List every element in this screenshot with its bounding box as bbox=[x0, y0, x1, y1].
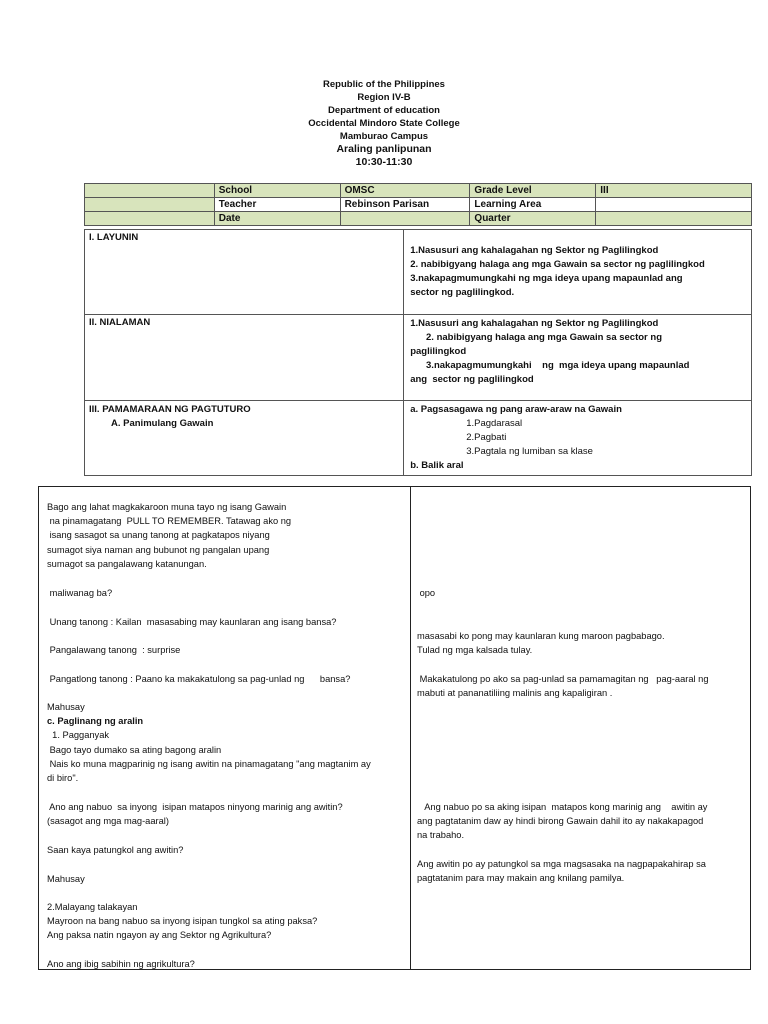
section-heading: c. Paglinang ng aralin bbox=[47, 716, 144, 726]
teacher-line: Nais ko muna magparinig ng isang awitin na pinamagatang "ang magtanim ay bbox=[47, 759, 371, 769]
quarter-value bbox=[596, 212, 752, 226]
list-item: 2. nabibigyang halaga ang mga Gawain sa sector ng paglilingkod bbox=[410, 259, 705, 270]
list-item: 1.Nasusuri ang kahalagahan ng Sektor ng Paglilingkod bbox=[410, 245, 659, 256]
list-item: ang sector ng paglilingkod bbox=[410, 374, 534, 385]
teacher-line: 2.Malayang talakayan bbox=[47, 902, 138, 912]
grade-level-value: III bbox=[596, 184, 752, 198]
teacher-line: Saan kaya patungkol ang awitin? bbox=[47, 845, 184, 855]
student-line: ang pagtatanim daw ay hindi birong Gawain dahil ito ay nakakapagod bbox=[417, 816, 704, 826]
learning-area-label: Learning Area bbox=[470, 198, 596, 212]
teacher-line: Mahusay bbox=[47, 702, 85, 712]
teacher-line: isang sasagot sa unang tanong at pagkatapos niyang bbox=[47, 530, 270, 540]
list-item: sector ng paglilingkod. bbox=[410, 287, 515, 298]
header-region: Region IV-B bbox=[357, 92, 411, 103]
list-item: 3.Pagtala ng lumiban sa klase bbox=[466, 446, 593, 457]
student-line: Ang nabuo po sa aking isipan matapos kong marinig ang awitin ay bbox=[417, 802, 708, 812]
column-divider bbox=[410, 487, 411, 969]
list-item: 3.nakapagmumungkahi ng mga ideya upang mapaunlad bbox=[410, 360, 690, 371]
layunin-content bbox=[404, 230, 752, 315]
list-item: 1.Pagdarasal bbox=[466, 418, 523, 429]
teacher-line: Pangalawang tanong : surprise bbox=[47, 645, 181, 655]
document-header bbox=[0, 78, 768, 169]
date-value bbox=[340, 212, 470, 226]
grade-level-label: Grade Level bbox=[470, 184, 596, 198]
teacher-line: sumagot siya naman ang bubunot ng pangalan upang bbox=[47, 545, 270, 555]
list-item: 1.Nasusuri ang kahalagahan ng Sektor ng Paglilingkod bbox=[410, 318, 659, 329]
teacher-line: 1. Pagganyak bbox=[47, 730, 110, 740]
info-table bbox=[84, 183, 752, 226]
teacher-line: Bago tayo dumako sa ating bagong aralin bbox=[47, 745, 222, 755]
school-value: OMSC bbox=[340, 184, 470, 198]
table-row bbox=[85, 198, 752, 212]
teacher-line: Unang tanong : Kailan masasabing may kaunlaran ang isang bansa? bbox=[47, 617, 337, 627]
teacher-line: Ano ang nabuo sa inyong isipan matapos ninyong marinig ang awitin? bbox=[47, 802, 343, 812]
teacher-line: sumagot sa pangalawang katanungan. bbox=[47, 559, 207, 569]
table-row bbox=[85, 401, 752, 476]
header-campus: Mamburao Campus bbox=[339, 131, 429, 142]
dialogue-box bbox=[38, 486, 751, 970]
pamamaraan-content bbox=[404, 401, 752, 476]
quarter-label: Quarter bbox=[470, 212, 596, 226]
teacher-value: Rebinson Parisan bbox=[340, 198, 470, 212]
teacher-line: na pinamagatang PULL TO REMEMBER. Tatawag ako ng bbox=[47, 516, 292, 526]
pamamaraan-title: III. PAMAMARAAN NG PAGTUTURO bbox=[89, 404, 251, 415]
header-subject: Araling panlipunan bbox=[336, 143, 432, 155]
table-row bbox=[85, 230, 752, 315]
list-item: 2. nabibigyang halaga ang mga Gawain sa sector ng bbox=[410, 332, 663, 343]
teacher-line: Pangatlong tanong : Paano ka makakatulong sa pag-unlad ng bansa? bbox=[47, 674, 351, 684]
student-line: Ang awitin po ay patungkol sa mga magsasaka na nagpapakahirap sa bbox=[417, 859, 706, 869]
learning-area-value bbox=[596, 198, 752, 212]
teacher-line: maliwanag ba? bbox=[47, 588, 113, 598]
header-college: Occidental Mindoro State College bbox=[308, 118, 460, 129]
nilalaman-content bbox=[404, 315, 752, 401]
student-line: Makakatulong po ako sa pag-unlad sa pamamagitan ng pag-aaral ng bbox=[417, 674, 709, 684]
student-line: mabuti at pananatiliing malinis ang kapaligiran . bbox=[417, 688, 613, 698]
header-department: Department of education bbox=[328, 105, 440, 116]
teacher-line: Bago ang lahat magkakaroon muna tayo ng isang Gawain bbox=[47, 502, 287, 512]
teacher-line: Ang paksa natin ngayon ay ang Sektor ng Agrikultura? bbox=[47, 930, 272, 940]
teacher-line: Mayroon na bang nabuo sa inyong isipan tungkol sa ating paksa? bbox=[47, 916, 318, 926]
header-republic: Republic of the Philippines bbox=[323, 79, 445, 90]
list-item: 2.Pagbati bbox=[466, 432, 507, 443]
balik-aral-label: b. Balik aral bbox=[410, 460, 464, 471]
table-row bbox=[85, 184, 752, 198]
teacher-line: di biro". bbox=[47, 773, 79, 783]
teacher-line: Ano ang ibig sabihin ng agrikultura? bbox=[47, 959, 195, 969]
date-label: Date bbox=[214, 212, 340, 226]
school-label: School bbox=[214, 184, 340, 198]
student-line: opo bbox=[417, 588, 436, 598]
teacher-line: (sasagot ang mga mag-aaral) bbox=[47, 816, 169, 826]
student-line: na trabaho. bbox=[417, 830, 465, 840]
list-item: paglilingkod bbox=[410, 346, 467, 357]
layunin-title: I. LAYUNIN bbox=[85, 230, 404, 315]
lesson-plan-table bbox=[84, 229, 752, 476]
teacher-label: Teacher bbox=[214, 198, 340, 212]
nilalaman-title: II. NIALAMAN bbox=[85, 315, 404, 401]
student-line: Tulad ng mga kalsada tulay. bbox=[417, 645, 533, 655]
pamamaraan-cell bbox=[85, 401, 404, 476]
table-row bbox=[85, 212, 752, 226]
student-line: masasabi ko pong may kaunlaran kung maroon pagbabago. bbox=[417, 631, 665, 641]
header-time: 10:30-11:30 bbox=[355, 156, 413, 168]
list-item: 3.nakapagmumungkahi ng mga ideya upang mapaunlad ang bbox=[410, 273, 683, 284]
panimulang-gawain: A. Panimulang Gawain bbox=[111, 418, 214, 429]
gawain-label: a. Pagsasagawa ng pang araw-araw na Gawain bbox=[410, 404, 622, 415]
teacher-line: Mahusay bbox=[47, 874, 85, 884]
table-row bbox=[85, 315, 752, 401]
student-line: pagtatanim para may makain ang knilang pamilya. bbox=[417, 873, 625, 883]
